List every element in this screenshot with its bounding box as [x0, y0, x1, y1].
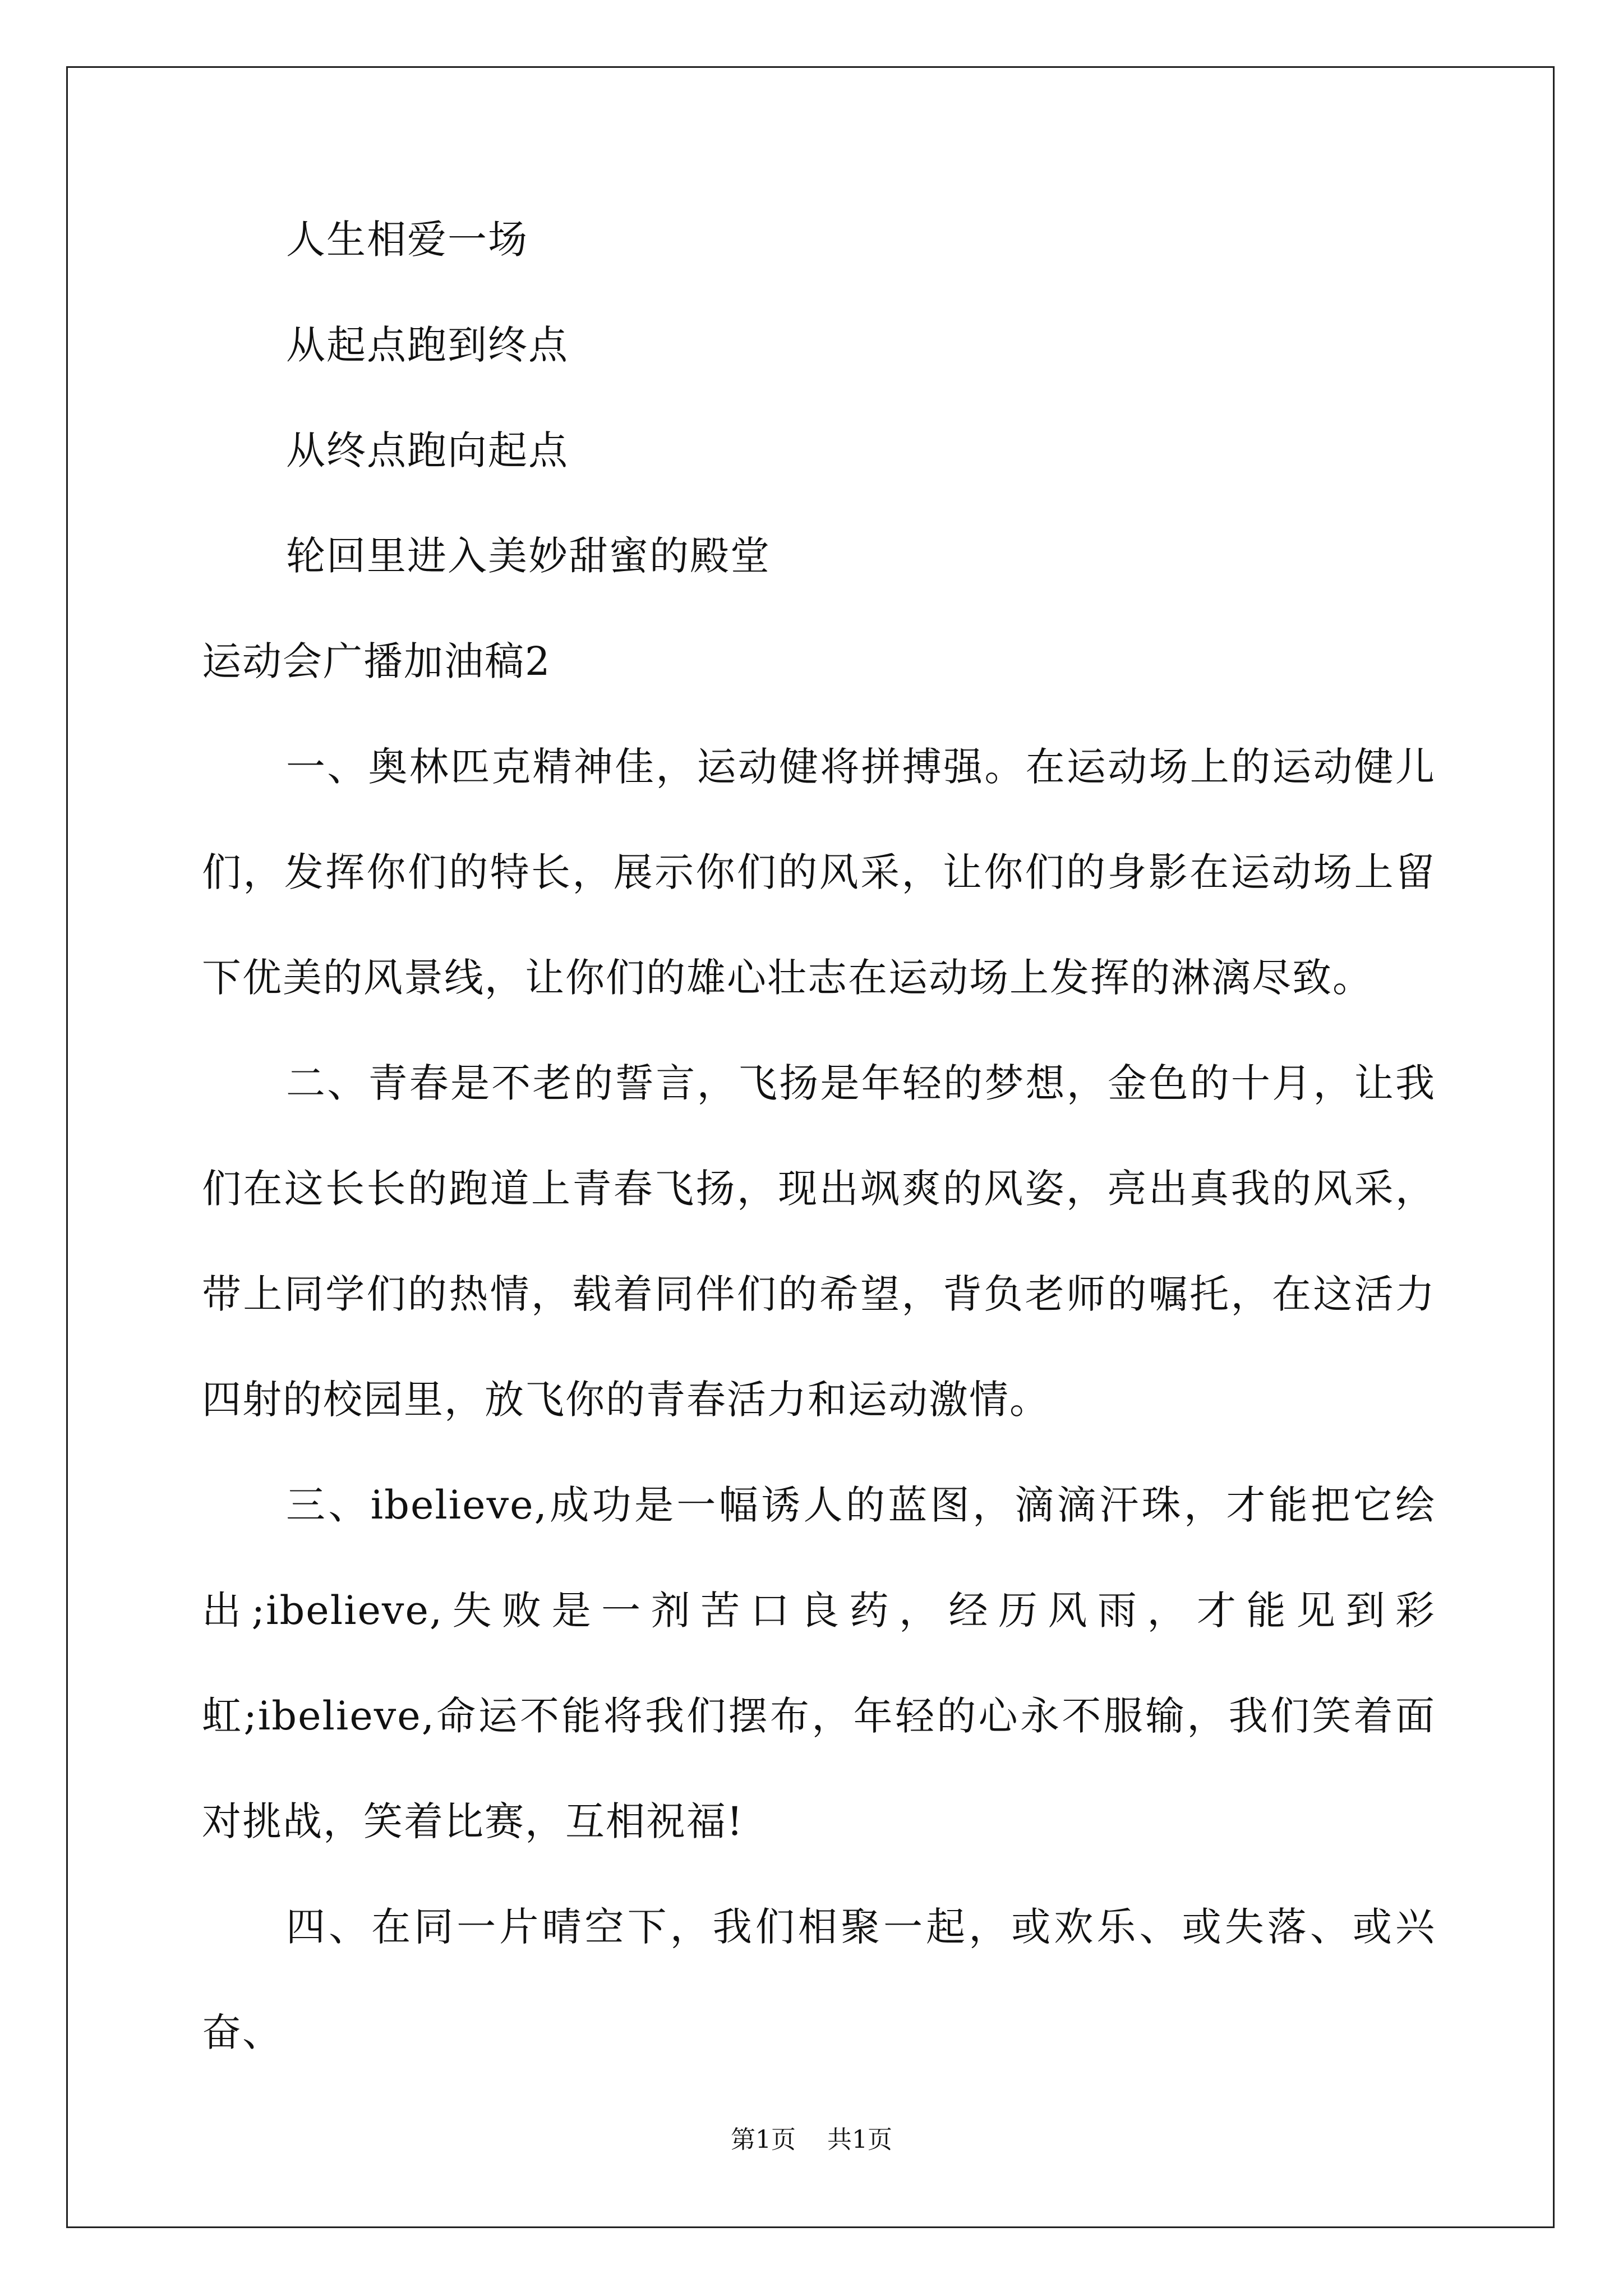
poem-line: 人生相爱一场 — [286, 217, 528, 263]
paragraph: 一、奥林匹克精神佳，运动健将拼搏强。在运动场上的运动健儿们，发挥你们的特长，展示你们的风采，让你们的身影在运动场上留下优美的风景线，让你们的雄心壮志在运动场上发挥的淋漓尽致。 — [202, 744, 1436, 1001]
page-footer — [0, 2123, 1623, 2157]
page-number: 第1页 — [731, 2125, 796, 2154]
paragraph: 二、青春是不老的誓言，飞扬是年轻的梦想，金色的十月，让我们在这长长的跑道上青春飞扬，现出飒爽的风姿，亮出真我的风采，带上同学们的热情，载着同伴们的希望，背负老师的嘱托，在这活力四射的校园里，放飞你的青春活力和运动激情。 — [202, 1060, 1436, 1423]
paragraph: 四、在同一片晴空下，我们相聚一起，或欢乐、或失落、或兴奋、 — [202, 1904, 1436, 2055]
poem-line: 从起点跑到终点 — [286, 322, 569, 368]
poem-line: 轮回里进入美妙甜蜜的殿堂 — [286, 533, 771, 579]
paragraph: 三、ibelieve,成功是一幅诱人的蓝图，滴滴汗珠，才能把它绘出;ibelieve,失败是一剂苦口良药，经历风雨，才能见到彩虹;ibelieve,命运不能将我们摆布，年轻的心永不服输，我们笑着面对挑战，笑着比赛，互相祝福! — [202, 1482, 1436, 1844]
page-total: 共1页 — [827, 2125, 892, 2154]
poem-line: 从终点跑向起点 — [286, 427, 569, 473]
section-title: 运动会广播加油稿2 — [202, 638, 551, 684]
